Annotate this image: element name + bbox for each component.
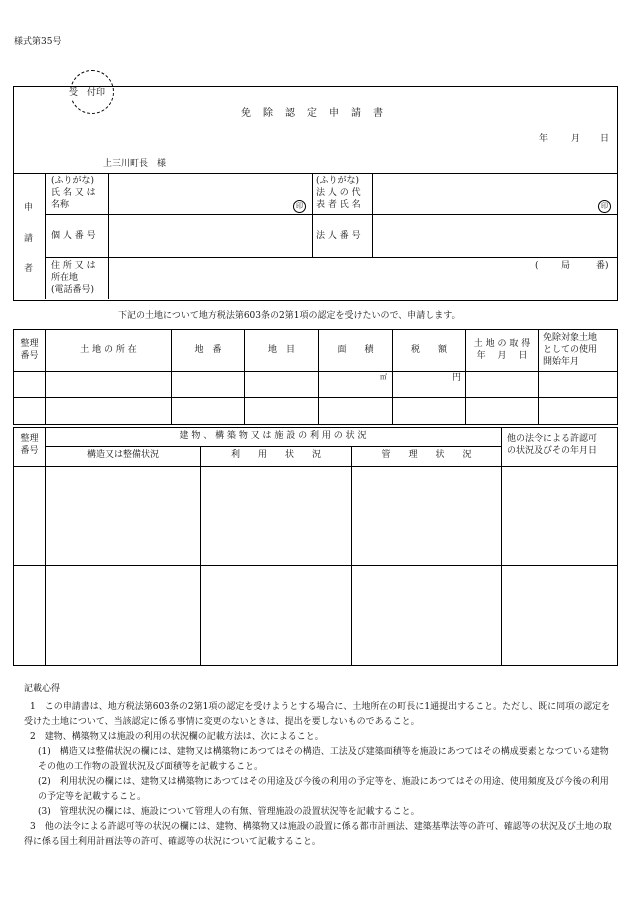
address-label-3: (電話番号) xyxy=(51,285,95,295)
notes-heading: 記載心得 xyxy=(24,684,61,694)
tax-unit: 円 xyxy=(452,373,462,383)
name-label-2: 氏 名 又 は xyxy=(51,188,96,198)
applicant-label-2: 請 xyxy=(24,234,34,244)
reception-stamp-label: 受 付印 xyxy=(69,88,106,98)
land-col-area: 面 積 xyxy=(337,345,374,355)
phone-bureau-open: ( xyxy=(535,261,539,271)
usage-col-structure: 構造又は整備状況 xyxy=(86,450,159,460)
land-col-acq-2: 年 月 日 xyxy=(476,351,528,361)
form-number: 様式第35号 xyxy=(14,37,62,47)
land-col-exempt-3: 開始年月 xyxy=(543,357,580,367)
applicant-label-3: 者 xyxy=(24,264,34,274)
land-col-lot: 地 番 xyxy=(194,345,222,355)
usage-col-no-2: 番号 xyxy=(20,446,39,456)
date-day: 日 xyxy=(600,134,610,144)
land-col-exempt-1: 免除対象土地 xyxy=(543,333,598,343)
name-label-furigana: (ふりがな) xyxy=(51,176,95,186)
corporate-number-label: 法 人 番 号 xyxy=(316,231,361,241)
notes-list xyxy=(24,700,616,850)
usage-col-management: 管 理 状 況 xyxy=(381,450,472,460)
name-label-3: 名称 xyxy=(51,200,70,210)
phone-bureau-label: 局 xyxy=(561,261,571,271)
name-seal-icon: 印 xyxy=(293,200,306,213)
phone-bureau-close: 番) xyxy=(596,261,609,271)
note-item-3: 3 他の法令による許認可等の状況の欄には、建物、構築物又は施設の設置に係る都市計画法、建築基準法等の許可、確認等の状況及び土地の取得に係る国土利用計画法等の許可、確認等の状況について記載すること。 xyxy=(24,822,612,847)
address-label-2: 所在地 xyxy=(51,273,79,283)
usage-col-other-2: の状況及びその年月日 xyxy=(507,446,598,456)
addressee: 上三川町長 様 xyxy=(103,159,167,169)
usage-col-other-1: 他の法令による許認可 xyxy=(507,434,598,444)
usage-group-header: 建 物 、 構 築 物 又 は 施 設 の 利 用 の 状 況 xyxy=(179,431,367,441)
note-item-2: 2 建物、構築物又は施設の利用の状況欄の記載方法は、次によること。 xyxy=(30,732,324,742)
rep-seal-icon: 印 xyxy=(598,200,611,213)
personal-number-label: 個 人 番 号 xyxy=(51,231,96,241)
date-year: 年 xyxy=(539,134,549,144)
rep-label-furigana: (ふりがな) xyxy=(316,176,360,186)
statement: 下記の土地について地方税法第603条の2第1項の認定を受けたいので、申請します。 xyxy=(118,311,461,321)
land-col-tax: 税 額 xyxy=(410,345,447,355)
land-col-category: 地 目 xyxy=(267,345,295,355)
area-unit: ㎡ xyxy=(380,373,387,381)
date-month: 月 xyxy=(571,134,581,144)
note-item-2-1: (1) 構造又は整備状況の欄には、建物又は構築物にあつてはその構造、工法及び建築面積等を施設にあつてはその構成要素となつている建物その他の工作物の設置状況及び面積等を記載すること。 xyxy=(38,747,609,772)
usage-col-usage: 利 用 状 況 xyxy=(230,450,321,460)
page-title: 免 除 認 定 申 請 書 xyxy=(241,108,384,119)
usage-col-no-1: 整理 xyxy=(20,434,39,444)
usage-table xyxy=(13,427,618,666)
rep-label-3: 表 者 氏 名 xyxy=(316,200,361,210)
land-col-no-2: 番号 xyxy=(20,351,39,361)
address-label-1: 住 所 又 は xyxy=(51,261,96,271)
rep-label-2: 法 人 の 代 xyxy=(316,188,361,198)
land-col-no-1: 整理 xyxy=(20,339,39,349)
applicant-label-1: 申 xyxy=(24,203,34,213)
note-item-2-3: (3) 管理状況の欄には、施設について管理人の有無、管理施設の設置状況等を記載すること。 xyxy=(38,807,420,817)
note-item-2-2: (2) 利用状況の欄には、建物又は構築物にあつてはその用途及び今後の利用の予定等を、施設にあつてはその用途、使用頻度及び今後の利用の予定等を記載すること。 xyxy=(38,777,609,802)
land-col-exempt-2: としての使用 xyxy=(543,345,598,355)
land-col-location: 土 地 の 所 在 xyxy=(80,345,137,355)
land-col-acq-1: 土 地 の 取 得 xyxy=(473,339,531,349)
note-item-1: 1 この申請書は、地方税法第603条の2第1項の認定を受けようとする場合に、土地所在の町長に1通提出すること。ただし、既に同項の認定を受けた土地について、当該認定に係る事情に変更のないときは、提出を要しないものであること。 xyxy=(24,702,611,727)
